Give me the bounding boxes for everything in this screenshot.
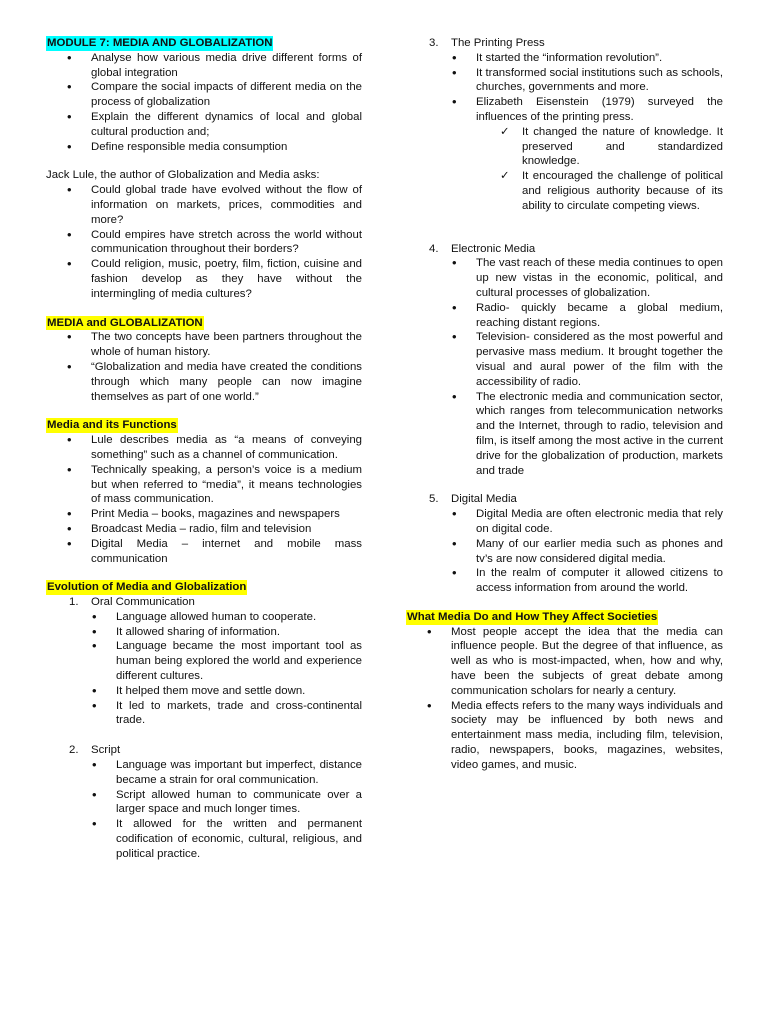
list-item: • Language became the most important tool as human being explored the world and experience different cultures. <box>116 639 362 683</box>
check-item: ✓ It changed the nature of knowledge. It preserved and standardized knowledge. <box>522 125 723 169</box>
numbered-item-electronic <box>406 242 723 257</box>
list-item: • Script allowed human to communicate over a larger space and much longer times. <box>116 788 362 818</box>
objectives-list <box>46 51 362 155</box>
right-column <box>406 36 723 773</box>
item-number: 4. <box>429 242 439 255</box>
list-item: • Could religion, music, poetry, film, fiction, cuisine and fashion develop as they have without the intermingling of media cultures? <box>91 257 362 301</box>
oral-list <box>46 610 362 728</box>
list-item: • “Globalization and media have created the conditions through which many people can now imagine themselves as part of one world.” <box>91 360 362 404</box>
section-heading: MEDIA and GLOBALIZATION <box>47 316 203 329</box>
lule-questions-section <box>46 168 362 301</box>
numbered-item-script <box>46 743 362 758</box>
list-item: • It helped them move and settle down. <box>116 684 362 699</box>
press-checklist <box>406 125 723 214</box>
lule-questions-list <box>46 183 362 301</box>
list-item: • It transformed social institutions such as schools, churches, governments and more. <box>476 66 723 96</box>
list-item: • The electronic media and communication sector, which ranges from telecommunication networks and the Internet, through to radio, television and film, is itself among the most active in the current drive for the globalization of production, markets and trade <box>476 390 723 479</box>
list-item: • Digital Media – internet and mobile mass communication <box>91 537 362 567</box>
module-title: MODULE 7: MEDIA AND GLOBALIZATION <box>47 37 273 49</box>
item-title: Digital Media <box>451 493 517 506</box>
item-number: 1. <box>69 596 79 609</box>
mg-list <box>46 330 362 404</box>
electronic-list <box>406 256 723 478</box>
evolution-section <box>46 580 362 861</box>
section-heading: What Media Do and How They Affect Societies <box>407 610 658 623</box>
script-list <box>46 758 362 862</box>
list-item: • Television- considered as the most powerful and pervasive mass medium. It brought together the visual and aural power of the film with the accessibility of radio. <box>476 330 723 389</box>
list-item: • Print Media – books, magazines and newspapers <box>91 507 362 522</box>
list-item: • Analyse how various media drive different forms of global integration <box>91 51 362 81</box>
list-item: • In the realm of computer it allowed citizens to access information from around the world. <box>476 566 723 596</box>
list-item: • It allowed sharing of information. <box>116 625 362 640</box>
list-item: • Most people accept the idea that the media can influence people. But the degree of that influence, as well as who is most-impacted, when, how and why, have been the subjects of great debate among communication scholars for nearly a century. <box>451 625 723 699</box>
list-item: • Could empires have stretch across the world without communication throughout their borders? <box>91 228 362 258</box>
numbered-item-press <box>406 36 723 51</box>
numbered-item-digital <box>406 492 723 507</box>
list-item: • Lule describes media as “a means of conveying something” such as a channel of communication. <box>91 433 362 463</box>
digital-list <box>406 507 723 596</box>
list-item: • It led to markets, trade and cross-continental trade. <box>116 699 362 729</box>
list-item: • Define responsible media consumption <box>91 140 362 155</box>
list-item: • Language was important but imperfect, distance became a strain for oral communication. <box>116 758 362 788</box>
item-number: 3. <box>429 37 439 49</box>
section-heading: Media and its Functions <box>47 419 177 432</box>
check-item: ✓ It encouraged the challenge of political and religious authority because of its ability to circulate competing views. <box>522 169 723 213</box>
media-functions-section <box>46 418 362 566</box>
list-item: • Language allowed human to cooperate. <box>116 610 362 625</box>
list-item: • The vast reach of these media continues to open up new vistas in the economic, political, and cultural processes of globalization. <box>476 256 723 300</box>
media-globalization-section <box>46 316 362 405</box>
module-objectives-section <box>46 36 362 154</box>
list-item: • The two concepts have been partners throughout the whole of human history. <box>91 330 362 360</box>
lule-intro: Jack Lule, the author of Globalization and Media asks: <box>46 169 320 182</box>
section-heading: Evolution of Media and Globalization <box>47 581 247 594</box>
list-item: • Digital Media are often electronic media that rely on digital code. <box>476 507 723 537</box>
press-list <box>406 51 723 125</box>
list-item: • Technically speaking, a person’s voice is a medium but when referred to “media”, it means technologies of mass communication. <box>91 463 362 507</box>
item-number: 5. <box>429 493 439 506</box>
list-item: • It allowed for the written and permanent codification of economic, cultural, religious, and political practice. <box>116 817 362 861</box>
item-title: The Printing Press <box>451 37 545 49</box>
list-item: • It started the “information revolution”. <box>476 51 723 66</box>
item-title: Oral Communication <box>91 596 195 609</box>
list-item: • Compare the social impacts of different media on the process of globalization <box>91 80 362 110</box>
list-item: • Broadcast Media – radio, film and television <box>91 522 362 537</box>
functions-list <box>46 433 362 566</box>
left-column <box>46 36 362 862</box>
item-number: 2. <box>69 744 79 757</box>
list-item: • Radio- quickly became a global medium, reaching distant regions. <box>476 301 723 331</box>
affect-list <box>406 625 723 773</box>
list-item: • Explain the different dynamics of local and global cultural production and; <box>91 110 362 140</box>
list-item: • Many of our earlier media such as phones and tv’s are now considered digital media. <box>476 537 723 567</box>
list-item: • Media effects refers to the many ways individuals and society may be influenced by both news and entertainment mass media, including film, television, radio, newspapers, books, magazines, websites, video games, and music. <box>451 699 723 773</box>
list-item: • Elizabeth Eisenstein (1979) surveyed the influences of the printing press. <box>476 95 723 125</box>
item-title: Script <box>91 744 121 757</box>
item-title: Electronic Media <box>451 242 536 255</box>
list-item: • Could global trade have evolved without the flow of information on markets, prices, commodities and more? <box>91 183 362 227</box>
numbered-item-oral <box>46 595 362 610</box>
